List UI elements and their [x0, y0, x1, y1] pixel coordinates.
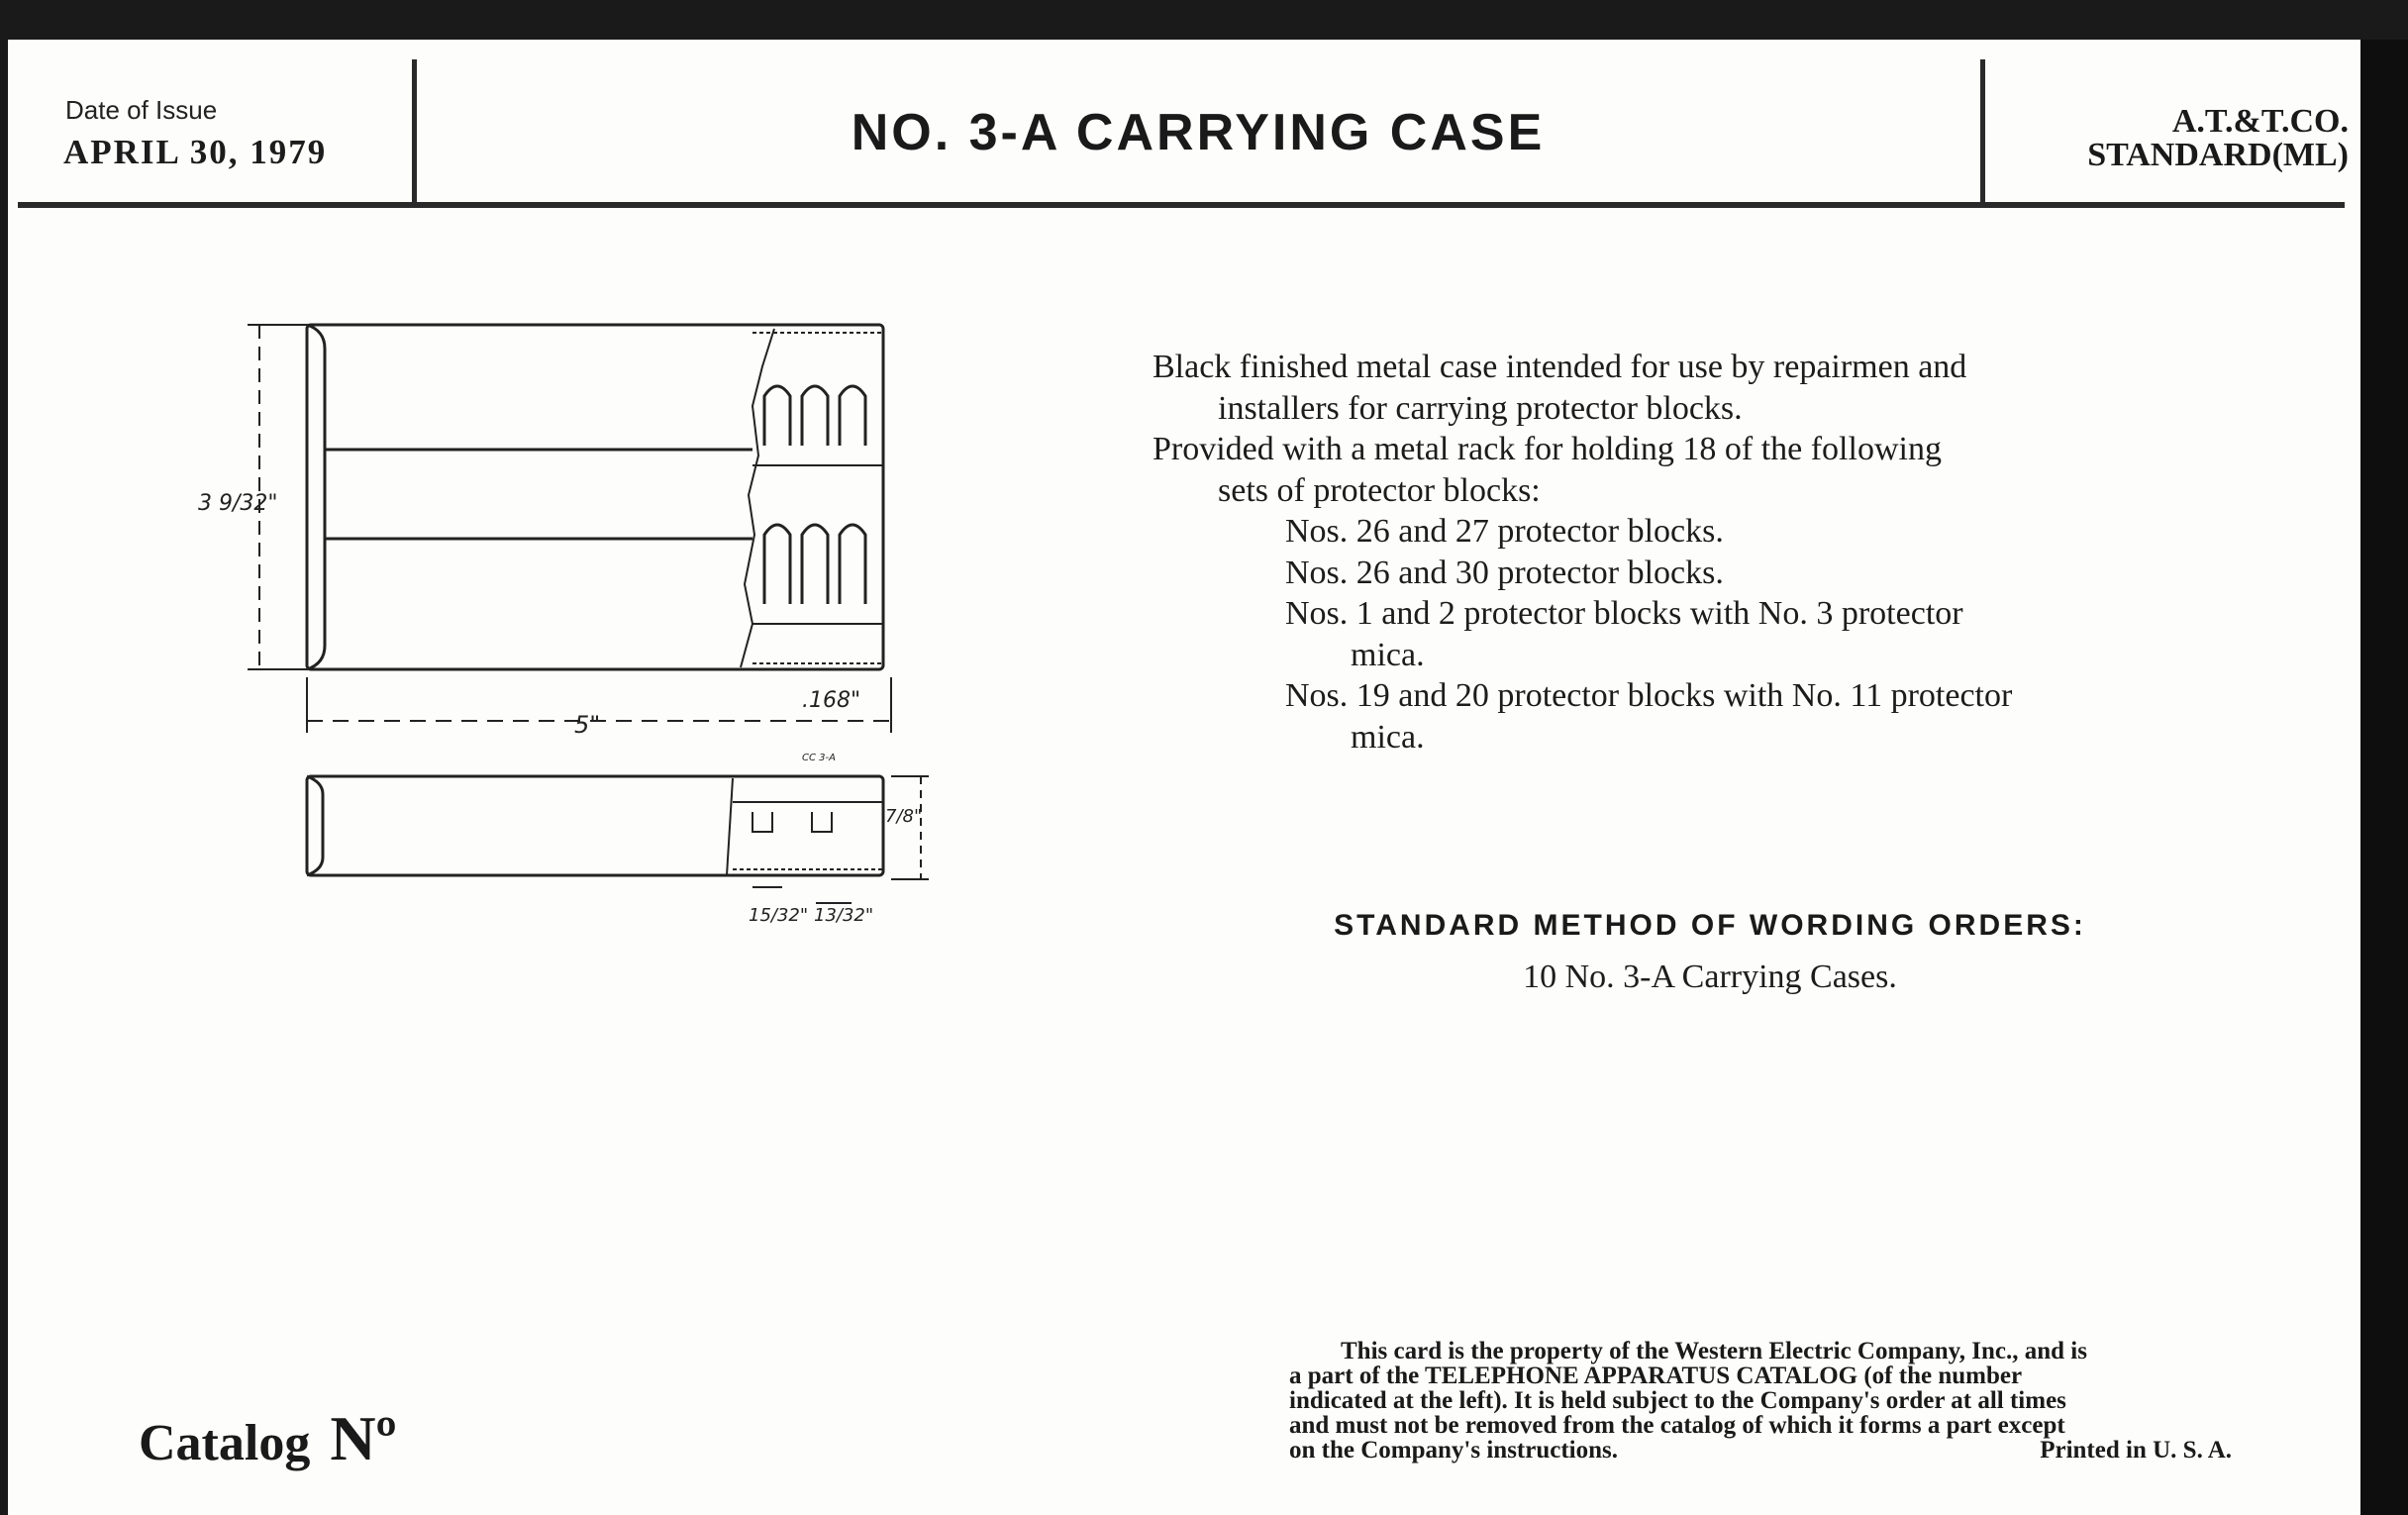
- property-last-line: [1289, 1438, 2271, 1463]
- dim-a-label: 15/32": [749, 905, 809, 926]
- rack-slot-1: [764, 386, 790, 446]
- top-view-rolled-edge: [307, 325, 325, 669]
- standard-line-2: STANDARD(ML): [2087, 137, 2349, 173]
- description-line-1: Black finished metal case intended for use by repairmen and: [1153, 349, 1967, 385]
- property-line-4: and must not be removed from the catalog of which it forms a part except: [1289, 1412, 2065, 1439]
- case-drawing: [198, 297, 931, 951]
- header-divider-right: [1980, 59, 1985, 205]
- side-rack-2: [812, 812, 832, 832]
- rack-slot-2: [802, 386, 828, 446]
- part-mark-label: CC 3-A: [802, 753, 836, 763]
- standard-block: [1990, 105, 2349, 172]
- rack-slot-4: [764, 525, 790, 604]
- catalog-label: Catalog: [139, 1415, 311, 1471]
- dim-width-label: 5": [574, 711, 601, 739]
- date-of-issue-label: Date of Issue: [65, 95, 218, 125]
- list-item-3: Nos. 1 and 2 protector blocks with No. 3 protector: [1285, 595, 1963, 632]
- date-of-issue-value: APRIL 30, 1979: [63, 133, 328, 171]
- property-line-5: on the Company's instructions.: [1289, 1437, 1618, 1464]
- property-line-2: a part of the TELEPHONE APPARATUS CATALOG (of the number: [1289, 1363, 2023, 1389]
- description-line-2: installers for carrying protector blocks.: [1218, 389, 1743, 427]
- dim-spacing-label: .168": [802, 688, 861, 713]
- top-view-outline: [307, 325, 883, 669]
- header-rule: [18, 202, 2345, 208]
- scan-edge: [2360, 40, 2408, 1515]
- description-line-3: Provided with a metal rack for holding 18 of the following: [1153, 431, 1942, 467]
- ordering-text: 10 No. 3-A Carrying Cases.: [1523, 959, 1897, 995]
- property-line-1: This card is the property of the Western Electric Company, Inc., and is: [1341, 1338, 2087, 1364]
- rack-slot-6: [840, 525, 865, 604]
- dim-b-label: 13/32": [814, 905, 874, 926]
- rack-slot-5: [802, 525, 828, 604]
- catalog-no: Nº: [330, 1403, 397, 1473]
- list-item-1: Nos. 26 and 27 protector blocks.: [1285, 513, 1724, 550]
- dim-depth-label: 7/8": [885, 806, 923, 827]
- rack-slot-3: [840, 386, 865, 446]
- description-line-4: sets of protector blocks:: [1218, 471, 1541, 509]
- side-view-rolled-edge: [307, 776, 323, 875]
- page-title: NO. 3-A CARRYING CASE: [851, 104, 1546, 161]
- catalog-number: [139, 1402, 397, 1475]
- list-item-4: Nos. 19 and 20 protector blocks with No. 11 protector: [1285, 677, 2013, 714]
- description-block: [1153, 347, 2141, 758]
- list-item-2: Nos. 26 and 30 protector blocks.: [1285, 554, 1724, 591]
- property-notice: [1289, 1339, 2271, 1463]
- side-view-break-line: [727, 778, 733, 875]
- printed-in: Printed in U. S. A.: [2040, 1437, 2232, 1464]
- list-item-4-cont: mica.: [1351, 718, 1425, 756]
- side-rack-1: [752, 812, 772, 832]
- side-view-outline: [307, 776, 883, 875]
- top-view-break-line: [741, 329, 774, 667]
- ordering-heading: STANDARD METHOD OF WORDING ORDERS:: [1334, 909, 2086, 942]
- dim-height-label: 3 9/32": [198, 491, 278, 516]
- property-line-3: indicated at the left). It is held subject to the Company's order at all times: [1289, 1387, 2066, 1414]
- list-item-3-cont: mica.: [1351, 636, 1425, 673]
- standard-line-1: A.T.&T.CO.: [2171, 103, 2349, 140]
